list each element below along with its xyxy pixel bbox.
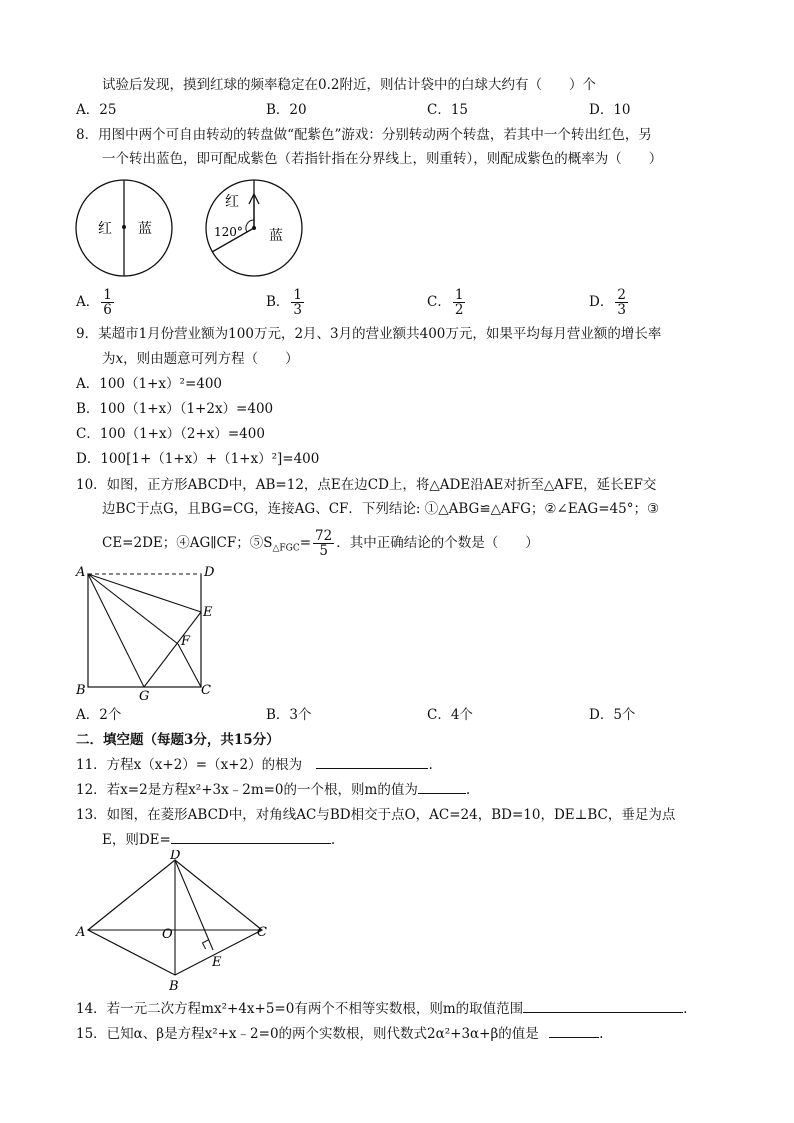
q8-option-c (427, 288, 467, 317)
label-a: A (76, 565, 86, 580)
q14-end: . (683, 1001, 688, 1017)
q15-line (76, 1025, 603, 1043)
q13-line-1: 13．如图，在菱形ABCD中，对角线AC与BD相交于点O，AC=24，BD=10，DE⊥BC，垂足为点 (76, 807, 676, 823)
q10-fraction (313, 529, 334, 558)
label-b: B (76, 683, 86, 698)
q8-option-d-letter: D． (589, 294, 614, 310)
q7-option-b: B．20 (266, 102, 307, 118)
spinner-1-blue-label: 蓝 (138, 221, 152, 237)
q8-option-c-num: 1 (454, 287, 464, 303)
q8-option-b-num: 1 (293, 287, 303, 303)
label-b: B (169, 979, 179, 994)
q8-line-1: 8．用图中两个可自由转动的转盘做“配紫色”游戏：分别转动两个转盘，若其中一个转出红色，另 (76, 127, 652, 143)
q10-line-3a: CE=2DE；④AG∥CF；⑤S (102, 535, 273, 551)
q15-end: . (599, 1026, 604, 1042)
q8-option-c-den: 2 (454, 302, 464, 318)
q10-fraction-num: 72 (315, 528, 333, 544)
q12-text: 12．若x=2是方程x²+3x﹣2m=0的一个根，则m的值为 (76, 782, 418, 798)
q10-equals: = (299, 535, 312, 551)
q10-line-2: 边BC于点G，且BG=CG，连接AG、CF．下列结论: ①△ABG≌△AFG；②∠EAG=45°；③ (102, 501, 660, 517)
q15-text: 15．已知α、β是方程x²+x﹣2=0的两个实数根，则代数式2α²+3α+β的值是 (76, 1026, 539, 1042)
q10-option-d: D．5个 (589, 707, 636, 723)
q8-option-a-num: 1 (103, 287, 112, 303)
q13-line-2-text: E，则DE= (102, 832, 171, 848)
q12-end: . (465, 782, 471, 798)
q14-line (76, 1000, 687, 1018)
q9-option-a: A．100（1+x）²=400 (76, 376, 223, 392)
label-d: D (170, 850, 181, 863)
q9-line-2a: 为 (102, 351, 116, 367)
q8-option-a-den: 6 (103, 302, 112, 318)
seg-ae (88, 574, 201, 612)
label-c: C (257, 925, 267, 940)
q14-answer-blank[interactable] (523, 1000, 683, 1013)
q10-option-c: C．4个 (427, 707, 473, 723)
q12-line (76, 781, 470, 799)
q7-continuation: 试验后发现，摸到红球的频率稳定在0.2附近，则估计袋中的白球大约有（ ）个 (102, 77, 596, 93)
q7-option-a: A．25 (76, 102, 117, 118)
seg-de (175, 860, 213, 950)
q9-option-c: C．100（1+x）（2+x）=400 (76, 426, 265, 442)
spinner-2-blue-label: 蓝 (269, 228, 283, 244)
q8-option-b-den: 3 (293, 302, 303, 318)
seg-cf (178, 644, 201, 687)
q10-option-a: A．2个 (76, 707, 122, 723)
q8-option-a-fraction (101, 288, 114, 317)
spinner-2-angle-label: 120° (214, 225, 243, 239)
q10-line-3 (102, 526, 539, 566)
q9-option-b: B．100（1+x）（1+2x）=400 (76, 401, 274, 417)
square-outline (88, 574, 201, 687)
q10-fraction-den: 5 (319, 543, 328, 559)
right-angle-mark (203, 940, 209, 949)
spinner-2-center (252, 226, 256, 230)
label-f: F (181, 634, 191, 649)
q8-option-d-num: 2 (617, 287, 626, 303)
q8-option-d-fraction (615, 288, 628, 317)
q7-option-c: C．15 (427, 102, 469, 118)
q8-option-d (589, 288, 630, 317)
q15-answer-blank[interactable] (549, 1025, 599, 1038)
section-2-heading: 二．填空题（每题3分，共15分） (76, 732, 280, 748)
q7-option-d: D．10 (589, 102, 631, 118)
seg-eg (144, 612, 201, 687)
label-d: D (204, 565, 215, 580)
q9-line-2b: ，则由题意可列方程（ ） (123, 351, 299, 367)
q8-option-a-letter: A． (76, 294, 100, 310)
label-g: G (139, 689, 150, 702)
spinner-2-red-label: 红 (225, 194, 239, 210)
q13-line-2 (102, 831, 335, 849)
spinner-1-center (122, 225, 126, 229)
q9-variable-x: x (115, 351, 124, 367)
q10-line-1: 10．如图，正方形ABCD中，AB=12，点E在边CD上，将△ADE沿AE对折至△AFE，延长EF交 (76, 477, 657, 493)
q11-answer-blank[interactable] (316, 756, 428, 769)
q12-answer-blank[interactable] (418, 781, 466, 794)
q8-spinners-figure (70, 172, 400, 284)
q9-option-d: D．100[1+（1+x）+（1+x）²]=400 (76, 451, 320, 467)
q13-answer-blank[interactable] (171, 831, 331, 844)
label-a: A (76, 925, 86, 940)
q10-square-figure (70, 562, 230, 702)
q8-option-c-letter: C． (427, 294, 451, 310)
q11-end: . (428, 757, 433, 773)
q8-option-c-fraction (453, 288, 466, 317)
q14-text: 14．若一元二次方程mx²+4x+5=0有两个不相等实数根，则m的取值范围 (76, 1001, 524, 1017)
q10-area-subscript: △FGC (272, 543, 300, 554)
q10-option-b: B．3个 (266, 707, 312, 723)
q13-rhombus-figure (70, 850, 280, 995)
label-c: C (201, 683, 211, 698)
q8-option-b-letter: B． (266, 294, 290, 310)
q11-text: 11．方程x（x+2）=（x+2）的根为 (76, 757, 303, 773)
q8-option-b (266, 288, 306, 317)
q9-line-2 (102, 350, 299, 368)
q8-option-a (76, 288, 116, 317)
label-e: E (212, 955, 222, 970)
label-o: O (162, 927, 173, 942)
q9-line-1: 9．某超市1月份营业额为100万元，2月、3月的营业额共400万元，如果平均每月营业额的增长率 (76, 326, 662, 342)
q8-line-2: 一个转出蓝色，即可配成紫色（若指针指在分界线上，则重转），则配成紫色的概率为（ ） (102, 151, 663, 167)
q8-option-d-den: 3 (617, 302, 626, 318)
label-e: E (203, 605, 213, 620)
seg-af (88, 574, 178, 644)
q11-line (76, 756, 433, 774)
q10-line-3b: ．其中正确结论的个数是（ ） (336, 535, 539, 551)
seg-ag (88, 574, 144, 687)
q8-option-b-fraction (291, 288, 304, 317)
q13-end: . (330, 832, 336, 848)
spinner-1-red-label: 红 (98, 221, 112, 237)
